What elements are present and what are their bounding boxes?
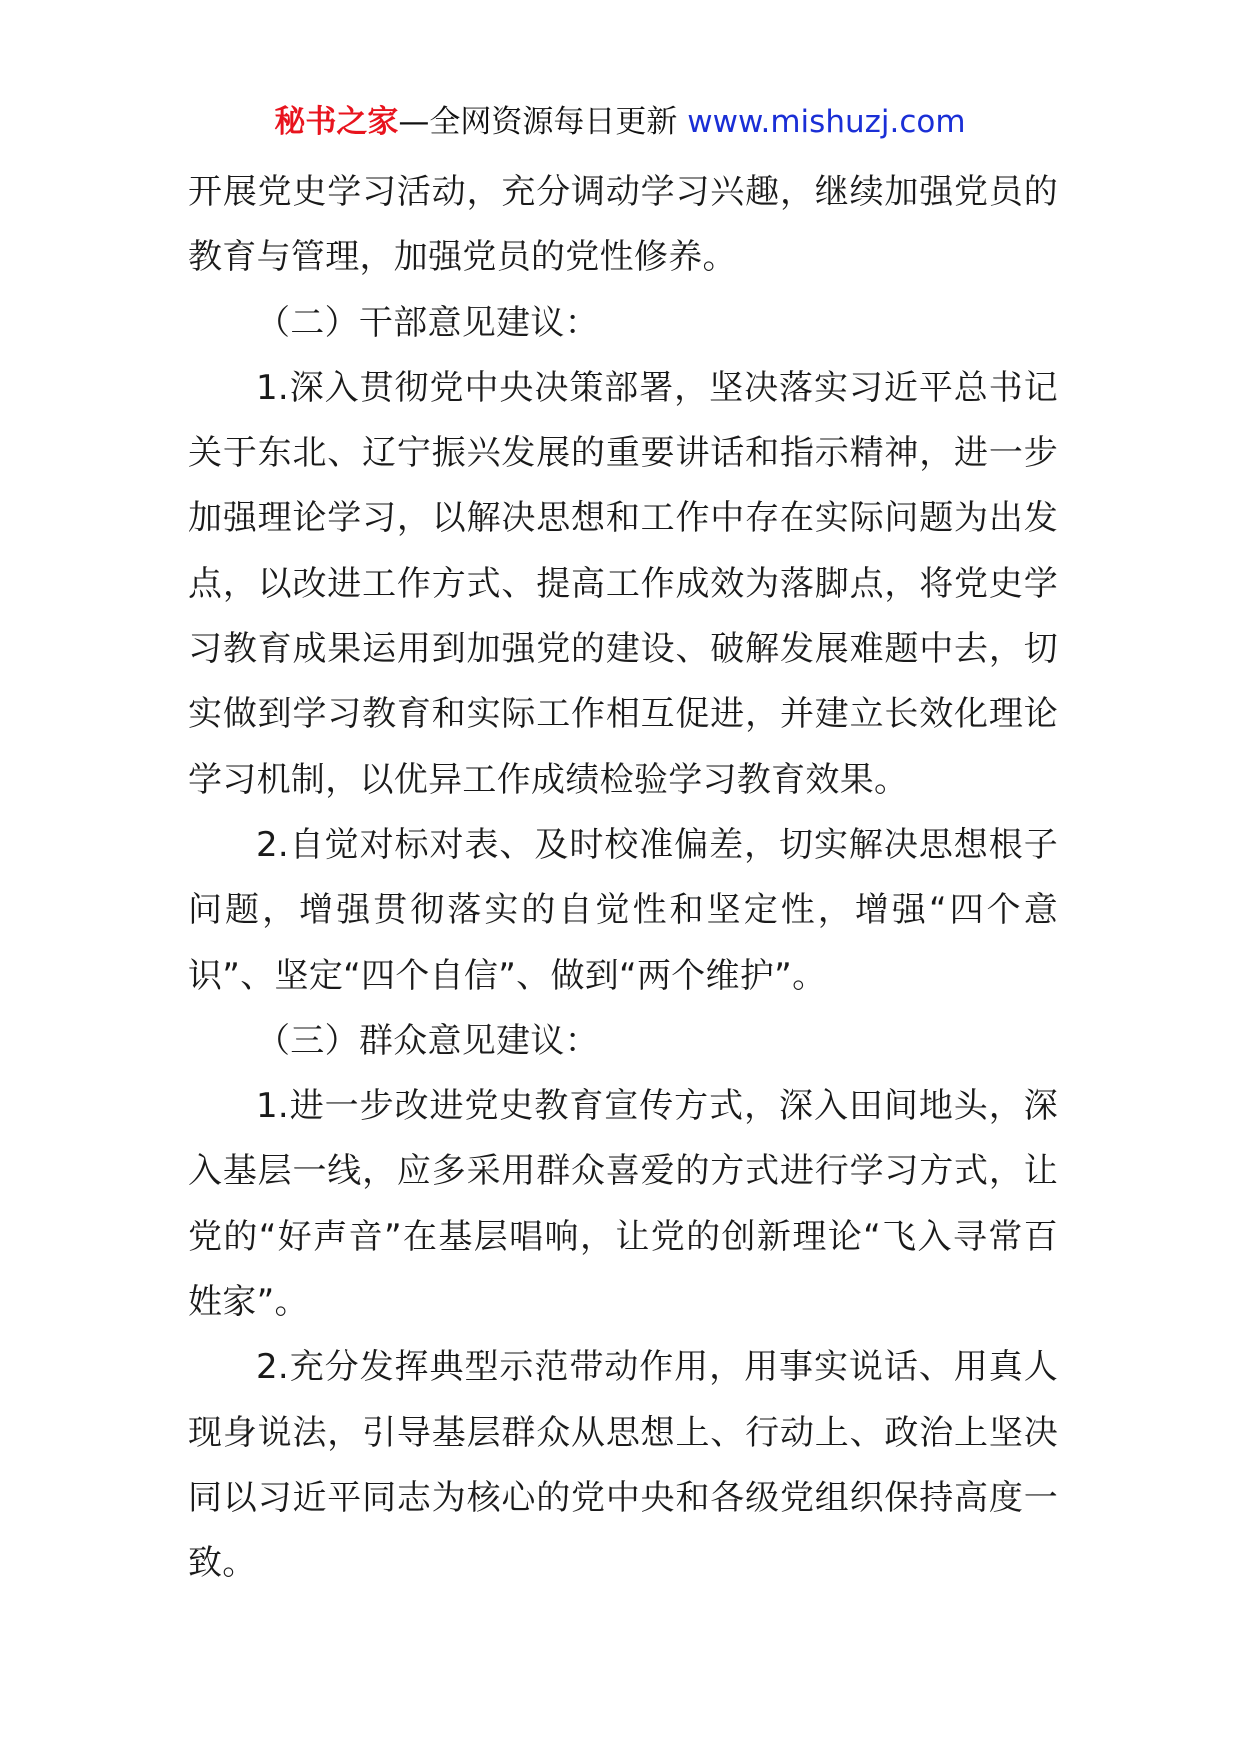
- section-heading-public-suggestions: （三）群众意见建议：: [256, 1020, 599, 1061]
- paragraph-public-item-2: 2.充分发挥典型示范带动作用，用事实说话、用真人现身说法，引导基层群众从思想上、行动上、政治上坚决同以习近平同志为核心的党中央和各级党组织保持高度一致。: [188, 1347, 1058, 1584]
- paragraph-continuation: 开展党史学习活动，充分调动学习兴趣，继续加强党员的教育与管理，加强党员的党性修养。: [188, 172, 1058, 278]
- site-brand: 秘书之家: [274, 104, 399, 140]
- section-heading-cadre-suggestions: （二）干部意见建议：: [256, 302, 599, 343]
- site-url-link[interactable]: www.mishuzj.com: [687, 104, 966, 140]
- paragraph-public-item-1: 1.进一步改进党史教育宣传方式，深入田间地头，深入基层一线，应多采用群众喜爱的方式进行学习方式，让党的“好声音”在基层唱响，让党的创新理论“飞入寻常百姓家”。: [188, 1086, 1058, 1323]
- paragraph-cadre-item-2: 2.自觉对标对表、及时校准偏差，切实解决思想根子问题，增强贯彻落实的自觉性和坚定性，增强“四个意识”、坚定“四个自信”、做到“两个维护”。: [188, 824, 1058, 996]
- document-body: [188, 160, 1058, 1597]
- site-tagline: —全网资源每日更新: [398, 104, 688, 140]
- paragraph-cadre-item-1: 1.深入贯彻党中央决策部署，坚决落实习近平总书记关于东北、辽宁振兴发展的重要讲话和指示精神，进一步加强理论学习，以解决思想和工作中存在实际问题为出发点，以改进工作方式、提高工作成效为落脚点，将党史学习教育成果运用到加强党的建设、破解发展难题中去，切实做到学习教育和实际工作相互促进，并建立长效化理论学习机制，以优异工作成绩检验学习教育效果。: [188, 367, 1058, 800]
- site-header: [0, 100, 1240, 144]
